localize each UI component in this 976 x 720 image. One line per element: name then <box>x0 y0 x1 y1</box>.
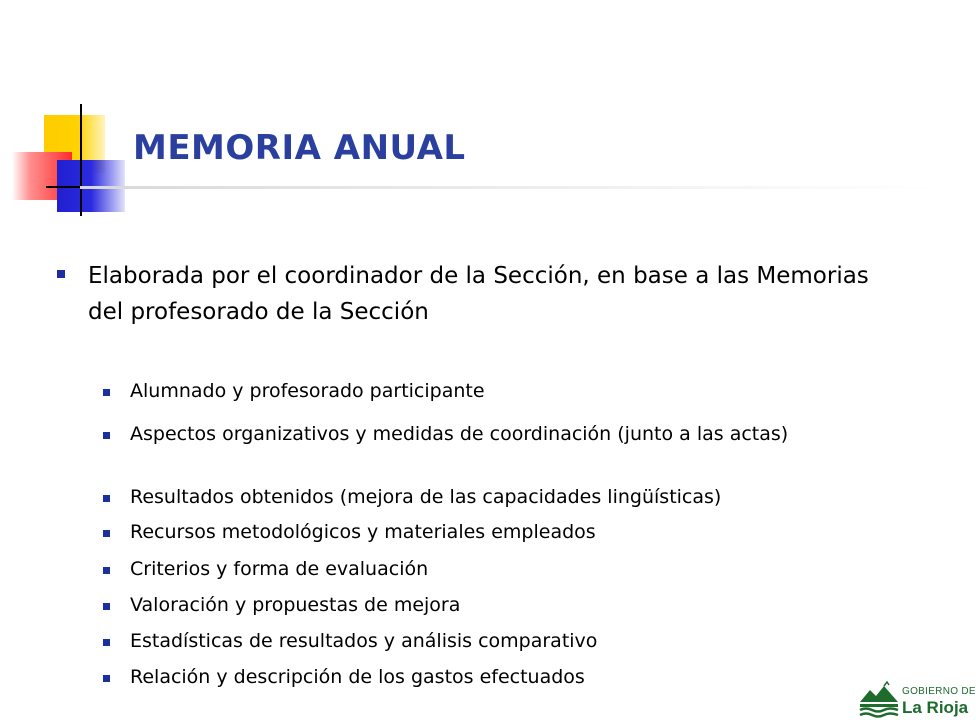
square-bullet-icon <box>103 675 110 682</box>
sub-bullet-text: Relación y descripción de los gastos efectuados <box>130 666 585 688</box>
square-bullet-icon <box>103 639 110 646</box>
sub-bullet-text: Resultados obtenidos (mejora de las capacidades lingüísticas) <box>130 486 722 508</box>
sub-bullet-text: Criterios y forma de evaluación <box>130 558 429 580</box>
main-bullet-text: Elaborada por el coordinador de la Sección, en base a las Memorias del profesorado de la Sección <box>88 263 869 325</box>
square-bullet-icon <box>57 270 65 278</box>
square-bullet-icon <box>103 567 110 574</box>
sub-bullet-text: Valoración y propuestas de mejora <box>130 594 461 616</box>
slide-title: MEMORIA ANUAL <box>133 128 466 168</box>
square-bullet-icon <box>103 530 110 537</box>
logo-line-2: La Rioja <box>902 698 969 717</box>
vertical-rule-decoration <box>80 104 82 216</box>
sub-bullet-text: Alumnado y profesorado participante <box>130 380 485 402</box>
gobierno-la-rioja-logo <box>858 680 976 720</box>
sub-bullet-text: Aspectos organizativos y medidas de coordinación (junto a las actas) <box>130 423 789 445</box>
logo-line-1: GOBIERNO DE <box>902 686 976 697</box>
title-ornament <box>0 0 170 230</box>
mountain-emblem-icon <box>858 680 900 718</box>
square-bullet-icon <box>103 603 110 610</box>
square-bullet-icon <box>103 389 110 396</box>
square-bullet-icon <box>103 495 110 502</box>
square-bullet-icon <box>103 432 110 439</box>
sub-bullet-text: Estadísticas de resultados y análisis comparativo <box>130 630 598 652</box>
title-underline <box>80 186 940 189</box>
sub-bullet-text: Recursos metodológicos y materiales empleados <box>130 521 596 543</box>
